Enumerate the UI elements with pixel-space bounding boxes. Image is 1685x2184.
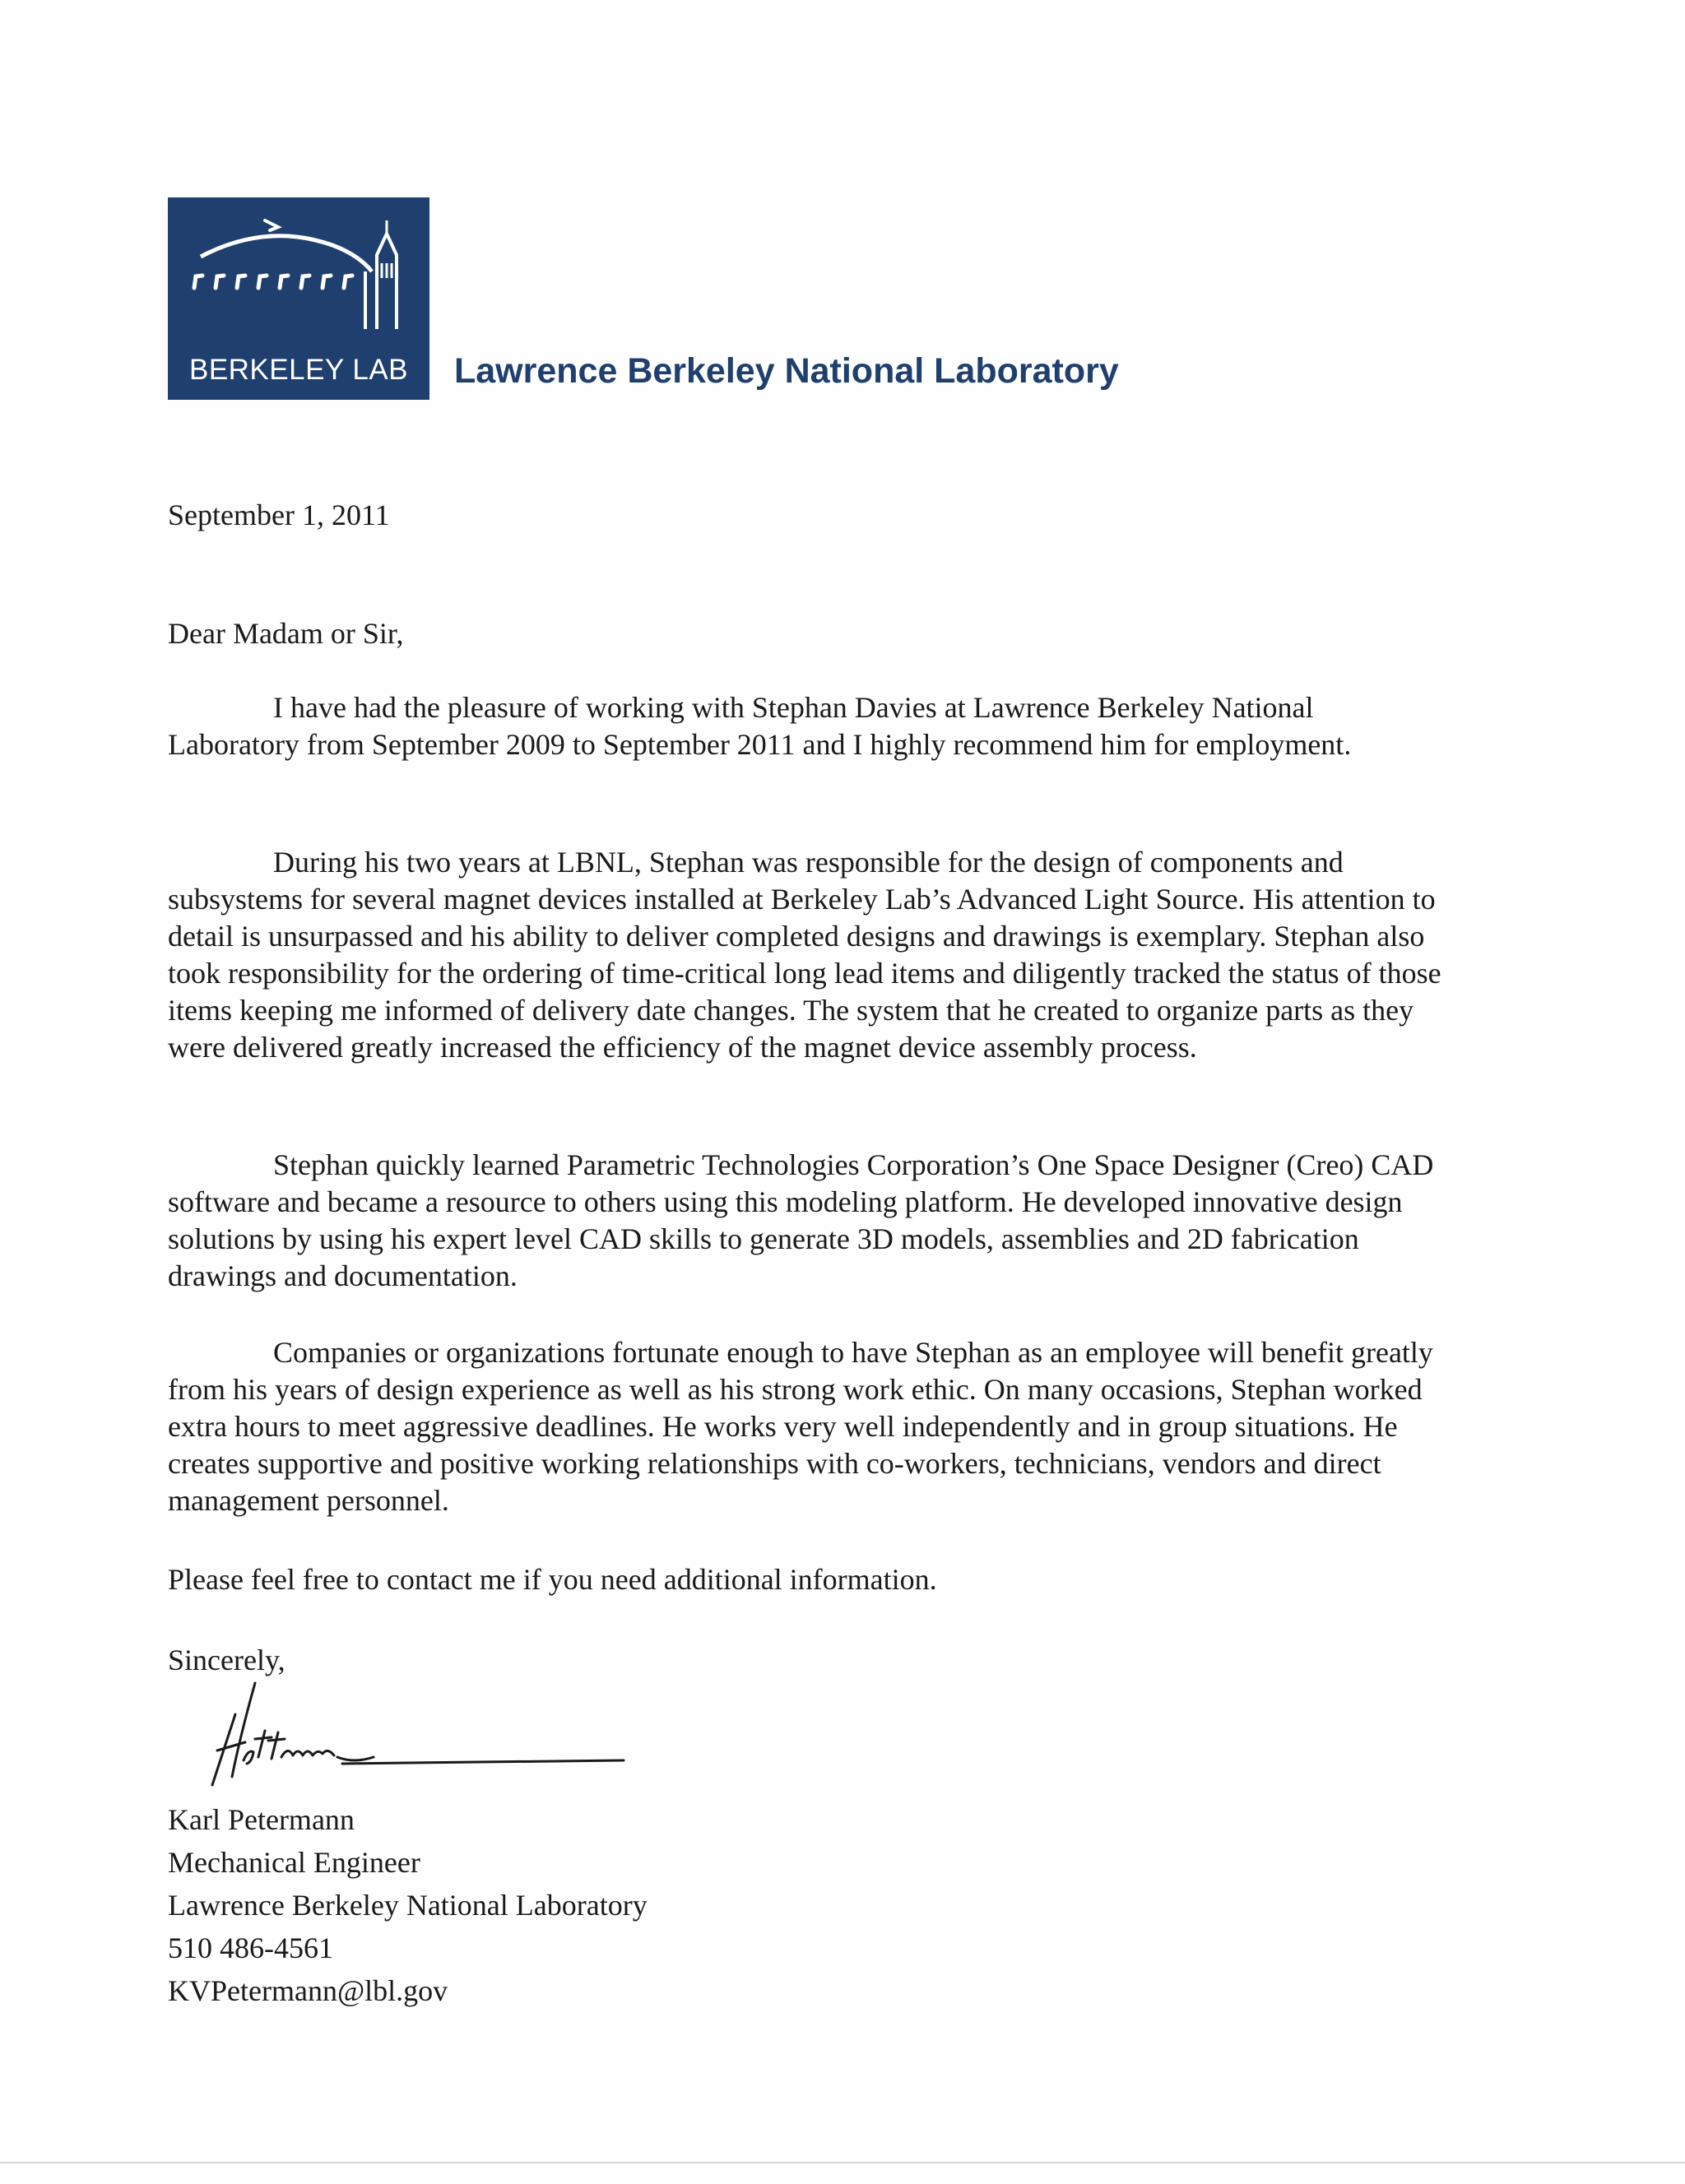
signatory-email: KVPetermann@lbl.gov bbox=[168, 1974, 448, 2007]
letterhead bbox=[168, 197, 1119, 400]
berkeley-lab-logo bbox=[168, 197, 429, 400]
signatory-phone: 510 486-4561 bbox=[168, 1931, 333, 1964]
body-paragraph: I have had the pleasure of working with Stephan Davies at Lawrence Berkeley National Laboratory from September 2009 to September 2011 and I highly recommend him for employment. bbox=[168, 691, 1352, 761]
signatory-organization: Lawrence Berkeley National Laboratory bbox=[168, 1889, 648, 1922]
body-paragraph: During his two years at LBNL, Stephan was responsible for the design of components and subsystems for several magnet devices installed at Berkeley Lab’s Advanced Light Source. His attention to detail is unsurpassed and his ability to deliver completed designs and drawings is exemplary. Stephan also took responsibility for the ordering of time-critical long lead items and diligently tracked the status of those items keeping me informed of delivery date changes. The system that he created to organize parts as they were delivered greatly increased the efficiency of the magnet device assembly process. bbox=[168, 846, 1441, 1064]
organization-name: Lawrence Berkeley National Laboratory bbox=[454, 351, 1119, 391]
closing: Sincerely, bbox=[168, 1644, 285, 1676]
body-paragraph: Stephan quickly learned Parametric Technologies Corporation’s One Space Designer (Creo) CAD software and became a resource to others using this modeling platform. He developed innovative design solutions by using his expert level CAD skills to generate 3D models, assemblies and 2D fabrication drawings and documentation. bbox=[168, 1148, 1434, 1292]
signatory-name: Karl Petermann bbox=[168, 1803, 355, 1836]
signatory-title: Mechanical Engineer bbox=[168, 1846, 420, 1879]
contact-line: Please feel free to contact me if you need additional information. bbox=[168, 1563, 937, 1596]
handwritten-signature bbox=[196, 1678, 640, 1793]
signature-block bbox=[168, 1798, 648, 2012]
berkeley-lab-building-icon bbox=[168, 197, 429, 362]
body-paragraph: Companies or organizations fortunate enough to have Stephan as an employee will benefit greatly from his years of design experience as well as his strong work ethic. On many occasions, Stephan worked extra hours to meet aggressive deadlines. He works very well independently and in group situations. He creates supportive and positive working relationships with co-workers, technicians, vendors and direct management personnel. bbox=[168, 1336, 1433, 1517]
salutation: Dear Madam or Sir, bbox=[168, 617, 404, 650]
logo-wordmark: BERKELEY LAB bbox=[188, 354, 409, 386]
letter-date: September 1, 2011 bbox=[168, 498, 390, 531]
scan-edge-line bbox=[0, 2162, 1685, 2163]
